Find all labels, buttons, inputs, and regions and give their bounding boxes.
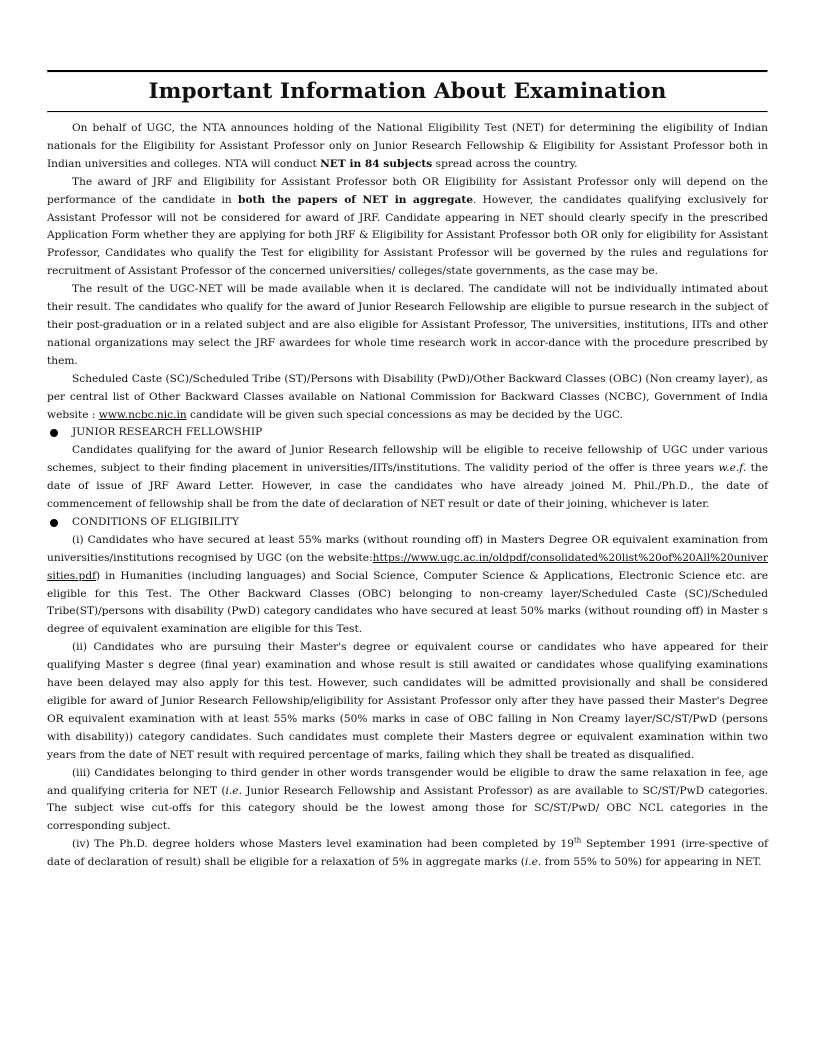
jrf-italic: w.e.f. [718, 462, 747, 475]
intro-paragraph-3: The result of the UGC-NET will be made available when it is declared. The candidate will not be individually intimated about their result. The candidates who qualify for the award of Junior Research Fellowship are eligible to pursue research in the subject of their post-graduation or in a related subject and are also eligible for Assistant Professor, The universities, institutions, IITs and other national organizations may select the JRF awardees for whole time research work in accor-dance with the procedure prescribed by them. [47, 283, 768, 367]
condition-i-text-a: (i) Candidates who have secured at least 55% marks (without rounding off) in Masters Degree OR equivalent examination from universities/institutions recognised by UGC (on the website: [47, 533, 768, 564]
condition-iii-text-b: Junior Research Fellowship and Assistant Professor) as are available to SC/ST/PwD categories. The subject wise cut-offs for this category should be the lowest among those for SC/ST/PwD/ OBC NCL categories in the corresponding subject. [47, 784, 768, 833]
condition-iii-text-a: (iii) Candidates belonging to third gender in other words transgender would be eligible to draw the same relaxation in fee, age and qualifying criteria for NET ( [47, 766, 768, 797]
condition-iv-text-a: (iv) The Ph.D. degree holders whose Masters level examination had been completed by 19 [72, 838, 574, 851]
condition-iv-italic: i.e. [524, 856, 542, 869]
intro-p2-text-b: . However, the candidates qualifying exclusively for Assistant Professor will not be considered for award of JRF. Candidate appearing in NET should clearly specify in the prescribed Application Form whether they are applying for both JRF & Eligibility for Assistant Professor both OR only for eligibility for Assistant Professor, Candidates who qualify the Test for eligibility for Assistant Professor will be governed by the rules and regulations for recruitment of Assistant Professor of the concerned universities/ colleges/state governments, as the case may be. [47, 193, 768, 278]
jrf-heading [47, 424, 768, 442]
jrf-paragraph [47, 442, 768, 514]
jrf-text-a: Candidates qualifying for the award of Junior Research fellowship will be eligible to receive fellowship of UGC under various schemes, subject to their finding placement in universities/IITs/institutions. The validity period of the offer is three years [47, 444, 768, 475]
eligibility-condition-ii: (ii) Candidates who are pursuing their Master's degree or equivalent course or candidates who have appeared for their qualifying Master s degree (final year) examination and whose result is still awaited or candidates whose qualifying examinations have been delayed may also apply for this test. However, such candidates will be admitted provisionally and shall be considered eligible for award of Junior Research Fellowship/eligibility for Assistant Professor only after they have passed their Master's Degree OR equivalent examination with at least 55% marks (50% marks in case of OBC falling in Non Creamy layer/SC/ST/PwD (persons with disability)) category candidates. Such candidates must complete their Masters degree or equivalent examination within two years from the date of NET result with required percentage of marks, failing which they shall be treated as disqualified. [47, 641, 768, 761]
jrf-heading-text: JUNIOR RESEARCH FELLOWSHIP [72, 426, 263, 439]
condition-iv-text-c: from 55% to 50%) for appearing in NET. [541, 856, 762, 869]
ugc-universities-link[interactable]: https://www.ugc.ac.in/oldpdf/consolidated%20list%20of%20All%20universities.pdf [47, 551, 768, 582]
eligibility-condition-iv [47, 836, 768, 872]
bullet-icon [50, 519, 58, 527]
eligibility-heading-text: CONDITIONS OF ELIGIBILITY [72, 515, 239, 528]
intro-p1-text-b: spread across the country. [432, 157, 578, 170]
condition-iv-superscript: th [573, 836, 582, 845]
jrf-text-b: the date of issue of JRF Award Letter. However, in case the candidates who have already joined M. Phil./Ph.D., the date of commencement of fellowship shall be from the date of declaration of NET result or date of their joining, whichever is later. [47, 462, 768, 511]
intro-paragraph-2 [47, 174, 768, 281]
intro-p1-bold: NET in 84 subjects [320, 157, 433, 170]
eligibility-condition-i [47, 532, 768, 639]
intro-p4-text-b: candidate will be given such special concessions as may be decided by the UGC. [186, 408, 623, 421]
eligibility-heading [47, 514, 768, 532]
condition-i-text-b: ) in Humanities (including languages) and Social Science, Computer Science & Applications, Electronic Science etc. are eligible for this Test. The Other Backward Classes (OBC) belonging to non-creamy layer/Scheduled Caste (SC)/Scheduled Tribe(ST)/persons with disability (PwD) category candidates who have secured at least 50% marks (without rounding off) in Master s degree of equivalent examination are eligible for this Test. [47, 569, 768, 636]
intro-p4-text-a: Scheduled Caste (SC)/Scheduled Tribe (ST)/Persons with Disability (PwD)/Other Backward Classes (OBC) (Non creamy layer), as per central list of Other Backward Classes available on National Commission for Backward Classes (NCBC), Government of India website : [47, 372, 768, 421]
document-body [47, 120, 768, 872]
intro-paragraph-1 [47, 120, 768, 174]
page-title: Important Information About Examination [148, 79, 667, 104]
document-page [47, 70, 768, 872]
top-rule [47, 70, 768, 73]
condition-iii-italic: i.e. [225, 784, 242, 797]
condition-iv-text-b: September 1991 (irre-spective of date of declaration of result) shall be eligible for a relaxation of 5% in aggregate marks ( [47, 838, 769, 869]
title-rule [47, 111, 768, 113]
ncbc-link[interactable]: www.ncbc.nic.in [98, 408, 187, 421]
intro-p1-text-a: On behalf of UGC, the NTA announces holding of the National Eligibility Test (NET) for determining the eligibility of Indian nationals for the Eligibility for Assistant Professor only on Junior Research Fellowship & Eligibility for Assistant Professor both in Indian universities and colleges. NTA will conduct [47, 122, 768, 170]
intro-p2-bold: both the papers of NET in aggregate [238, 193, 473, 206]
eligibility-condition-iii [47, 765, 768, 837]
bullet-icon [50, 429, 58, 437]
intro-p2-text-a: The award of JRF and Eligibility for Assistant Professor both OR Eligibility for Assistant Professor only will depend on the performance of the candidate in [47, 175, 768, 206]
intro-paragraph-4 [47, 371, 768, 425]
